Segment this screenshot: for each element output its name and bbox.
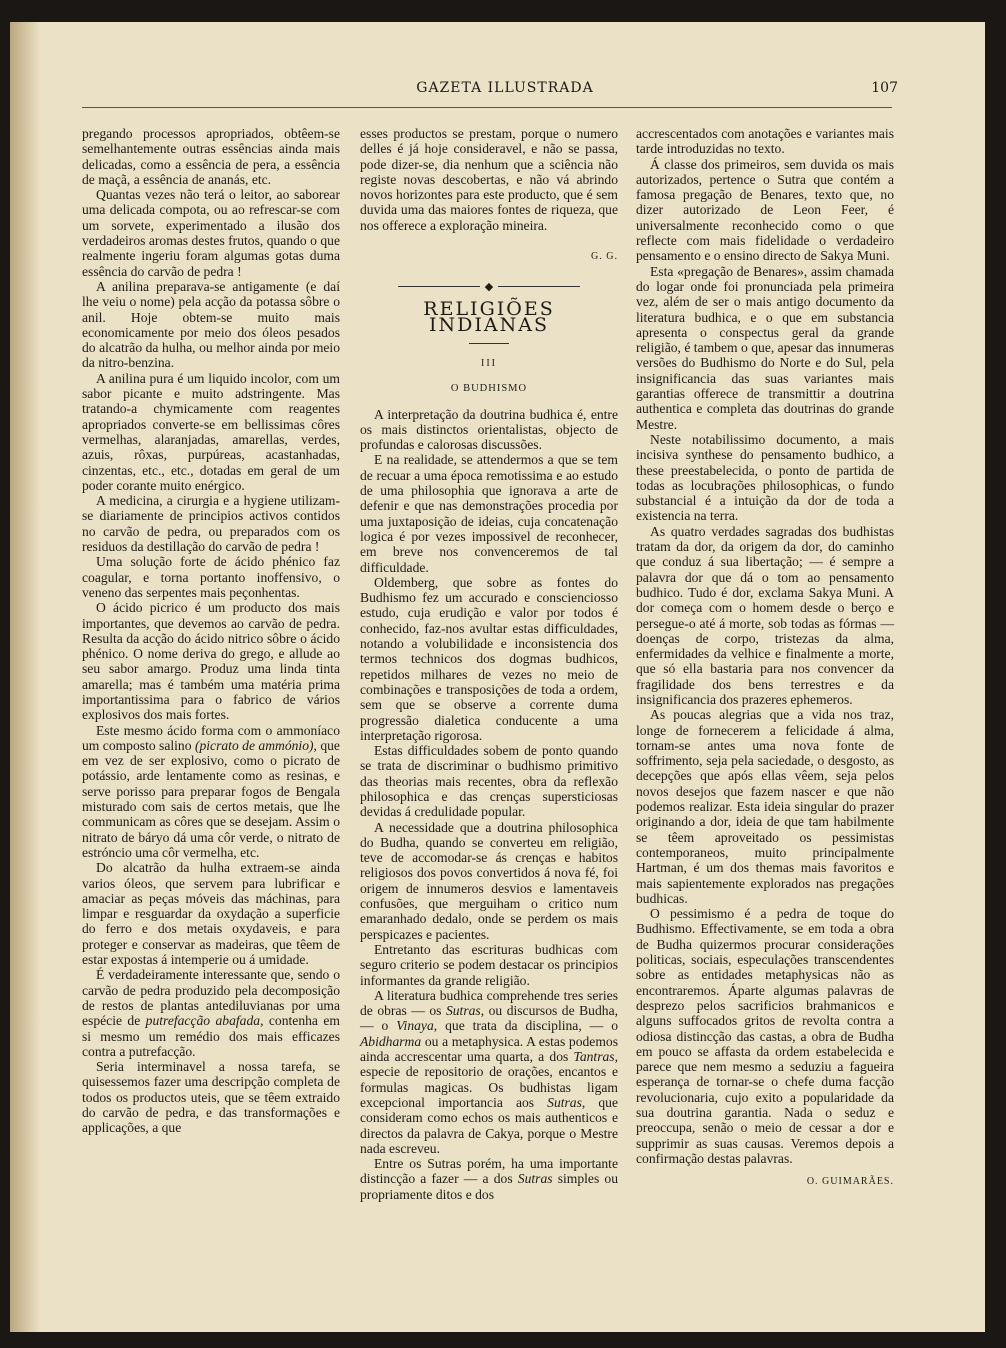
italic-term: Abidharma [360, 1033, 422, 1049]
paragraph: Quantas vezes não terá o leitor, ao saborear uma delicada compota, ou ao refrescar-se com um sorvete, experimentado a ilusão dos verdadeiros aromas destes frutos, quando o que realmente ingeriu foram algumas gotas duma essência do carvão de pedra ! [82, 187, 340, 279]
paragraph: Uma solução forte de ácido phénico faz coagular, e torna portanto inoffensivo, o veneno das serpentes mais peçonhentas. [82, 554, 340, 600]
paragraph: O ácido picrico é um producto dos mais importantes, que devemos ao carvão de pedra. Resulta da acção do ácido nitrico sôbre o ácido phénico. O nome deriva do grego, e allude ao seu sabor amargo. Produz uma linda tinta amarella; mas é também uma matéria prima importantissima para o fabrico de vários explosivos dos mais fortes. [82, 600, 340, 723]
section-title: O BUDHISMO [450, 383, 528, 395]
text-run: A literatura budhica comprehende tres series de obras — os [360, 987, 618, 1019]
part-number: III [481, 357, 497, 369]
page-number: 107 [871, 80, 898, 96]
paragraph: accrescentados com anotações e variantes mais tarde introduzidas no texto. [636, 126, 894, 157]
title-rule [469, 343, 509, 344]
paragraph: Seria interminavel a nossa tarefa, se quisessemos fazer uma descripção completa de todos os productos uteis, que se têem extraido do carvão de pedra, e das transformações e applicações, a que [82, 1059, 340, 1136]
header-rule [82, 107, 892, 108]
divider-line [398, 286, 480, 287]
paragraph: O pessimismo é a pedra de toque do Budhismo. Effectivamente, se em toda a obra de Budha quizermos procurar considerações politicas, sociais, especulações transcendentes sobre as entidades metaphysicas não as encontraremos. Áparte algumas palavras de desprezo pelos sacrificios brahmanicos e alguns suffocados gritos de revolta contra a odiosa distincção das castas, a obra de Budha em pouco se affasta da ordem estabelecida e parece que nem mesmo a seduziu a fagueira esperança de tornar-se o chefe duma facção revolucionaria, cujo exito a popularidade da sua doutrina garantia. Nada o seduz e preoccupa, senão o meio de cessar a dor e supprimir as suas causas. Veremos depois a confirmação destas palavras. [636, 906, 894, 1166]
paragraph [82, 967, 340, 1059]
italic-term: (picrato de ammónio) [194, 737, 314, 753]
column-3 [636, 126, 894, 1189]
divider-line [498, 286, 580, 287]
paragraph [82, 723, 340, 861]
italic-term: Sutras [445, 1003, 481, 1019]
newspaper-page [10, 22, 985, 1332]
text-run: ou a metaphysica. A estas podemos ainda accrescentar uma quarta, a dos [360, 1033, 618, 1065]
paragraph: Esta «pregação de Benares», assim chamada do logar onde foi pronunciada pela primeira vez, além de ser o mais antigo documento da literatura budhica, e o que em substancia apresenta o conspectus geral da grande religião, é tambem o que, apesar das innumeras versões do Budhismo do Norte e do Sul, pela insignificancia das suas variantes mais garantias offerece de transmittir a doutrina authentica e completa das doutrinas do grande Mestre. [636, 263, 894, 432]
diamond-ornament-icon: ◆ [484, 281, 494, 294]
italic-term: Sutras [517, 1171, 553, 1187]
paragraph: A necessidade que a doutrina philosophica do Budha, quando se converteu em religião, teve de accomodar-se ás crenças e habitos religiosos dos povos convertidos á nova fé, foi origem de innumeros desvios e lamentaveis confusões, que merguiham o critico num emaranhado dedalo, onde se perdem os mais perspicazes e pacientes. [360, 819, 618, 942]
section-divider [360, 280, 618, 294]
text-run: simples ou propriamente ditos e dos [360, 1171, 619, 1202]
italic-term: Sutras [547, 1094, 582, 1110]
author-signature: O. GUIMARÃES. [806, 1176, 894, 1188]
publication-title: GAZETA ILLUSTRADA [416, 80, 594, 96]
paragraph: As poucas alegrias que a vida nos traz, longe de fornecerem a felicidade á alma, tornam-se antes uma nova fonte de soffrimento, seja pela saciedade, o desgosto, as decepções que após ellas vêem, seja pelos novos desejos que fazem nascer e que não podemos realizar. Esta ideia singular do prazer originando a dor, ideia de que tam habilmente se têem aproveitado os pessimistas contemporaneos, muito principalmente Hartman, é um dos themas mais favoritos e mais sapientemente explorados nas pregações budhicas. [636, 707, 894, 906]
paragraph: A interpretação da doutrina budhica é, entre os mais distinctos orientalistas, objecto de profundas e calorosas discussões. [360, 406, 618, 453]
text-run: Entre os Sutras porém, ha uma importante distincção a fazer — a dos [360, 1156, 618, 1187]
paragraph: Oldemberg, que sobre as fontes do Budhismo fez um accurado e conscienciosso estudo, cuja erudição e valor por todos é conhecido, faz-nos avultar estas difficuldades, notando a volubilidade e inconsistencia dos termos technicos dos dogmas budhicos, repetidos milhares de vezes no meio de combinações e transposições de toda a ordem, sem que se observe a corrente duma progressão dialetica conducente a uma interpretação rigorosa. [360, 574, 618, 743]
article-title: RELIGIÕES INDIANAS [423, 298, 555, 336]
paragraph: esses productos se prestam, porque o numero delles é já hoje consideravel, e não se passa, pode dizer-se, dia nenhum que a sciência não registe novas descobertas, e não vá abrindo novos horizontes para este producto, que é sem duvida uma das maiores fontes de riqueza, que nos offerece a exploração mineira. [360, 126, 618, 233]
page-header [50, 80, 898, 100]
paragraph: A anilina pura é um liquido incolor, com um sabor picante e muito adstringente. Mas tratando-a chymicamente com reagentes apropriados converte-se em bellissimas côres vermelhas, alaranjadas, amarellas, verdes, azuis, rôxas, purpúreas, acastanhadas, cinzentas, etc., etc., dotadas em geral de um poder corante muito enérgico. [82, 370, 340, 493]
italic-term: Tantras [573, 1049, 615, 1065]
text-run: , que consideram como echos os mais authenticos e directos da palavra de Cakya, porque o Mestre nada escreveu. [360, 1094, 618, 1156]
paragraph: E na realidade, se attendermos a que se tem de recuar a uma época remotissima e ao estudo de uma philosophia que ignorava a arte de defenir e que nas demonstrações procedia por uma juxtaposição de ideias, cuja concatenação logica é por vezes impossivel de reconhecer, em breve nos convenceremos de tal difficuldade. [360, 452, 618, 575]
italic-term: Vinaya [396, 1018, 434, 1034]
text-run: , que trata da disciplina, — o [433, 1018, 618, 1034]
text-run: É verdadeiramente interessante que, sendo o carvão de pedra produzido pela decomposição de restos de plantas antediluvianas por uma espécie de [82, 967, 340, 1029]
paragraph: A anilina preparava-se antigamente (e daí lhe veiu o nome) pela acção da potassa sôbre o anil. Hoje obtem-se muito mais economicamente por meio dos óleos pesados do alcatrão da hulha, ou melhor ainda por meio da nitro-benzina. [82, 278, 340, 371]
paragraph: Neste notabilissimo documento, a mais incisiva synthese do pensamento budhico, a these preestabelecida, o ponto de partida de todas as locubrações philosophicas, o fundo substancial é a intuição da dor de toda a existencia na terra. [636, 431, 894, 524]
paragraph [360, 1156, 618, 1202]
text-run: , que em vez de ser explosivo, como o picrato de potássio, arde lentamente como as resinas, e serve porisso para preparar fogos de Bengala misturado com sais de certos metais, que lhe communicam as côres que se desejam. Assim o nitrato de báryo dá uma côr verde, o nitrato de estróncio uma côr vermelha, etc. [82, 737, 340, 860]
paragraph: Á classe dos primeiros, sem duvida os mais autorizados, pertence o Sutra que contém a famosa pregação de Benares, texto que, no dizer autorizado de Leon Feer, é universalmente reconhecido como o que reflecte com mais fidelidade o verdadeiro pensamento e o ensino directo de Sakya Muni. [636, 156, 894, 264]
italic-term: putrefacção abafada [145, 1013, 261, 1029]
text-run: Este mesmo ácido forma com o ammoníaco um composto salino [82, 722, 340, 753]
column-1 [82, 126, 340, 1136]
paragraph: As quatro verdades sagradas dos budhistas tratam da dor, da origem da dor, do caminho que conduz á sua libertação; — é sempre a palavra dor que dá o tom ao pensamento budhico. Tudo é dor, exclama Sakya Muni. A dor começa com o homem desde o berço e persegue-o até á morte, sob todas as fórmas — doenças de corpo, tristezas da alma, enfermidades da velhice e finalmente a morte, que só ella bastaria para nos convencer da fragilidade dos bens terrestres e da insignificancia dos prazeres ephemeros. [636, 523, 894, 707]
text-run: , contenha em si mesmo um remédio dos mais efficazes contra a putrefacção. [82, 1013, 340, 1059]
paragraph: A medicina, a cirurgia e a hygiene utilizam-se diariamente de principios activos contidos no carvão de pedra, ou preparados com os residuos da destillação do carvão de pedra ! [82, 493, 340, 555]
paragraph: Estas difficuldades sobem de ponto quando se trata de discriminar o budhismo primitivo das theorias mais recentes, obra da reflexão philosophica e das crenças supersticiosas devidas á credulidade popular. [360, 743, 618, 820]
text-run: , especie de repositorio de orações, encantos e formulas magicas. Os budhistas ligam excepcional importancia aos [360, 1049, 618, 1110]
column-2 [360, 126, 618, 1202]
paragraph [360, 988, 618, 1156]
page-spine-shadow [10, 22, 40, 1332]
paragraph: Entretanto das escrituras budhicas com seguro criterio se podem destacar os principios informantes da grande religião. [360, 941, 618, 988]
paragraph: pregando processos apropriados, obtêem-se semelhantemente outras essências ainda mais delicadas, como a essência de pera, a essência de maçã, a essência de ananás, etc. [82, 126, 340, 187]
author-signature: G. G. [591, 251, 618, 263]
paragraph: Do alcatrão da hulha extraem-se ainda varios óleos, que servem para lubrificar e amaciar as peças móveis das máchinas, para limpar e resguardar da oxydação a superficie do ferro e dos metais oxydaveis, e para proteger e conservar as madeiras, que têem de estar expostas á intemperie ou á umidade. [82, 860, 340, 968]
text-run: , ou discursos de Budha, — o [360, 1003, 618, 1034]
